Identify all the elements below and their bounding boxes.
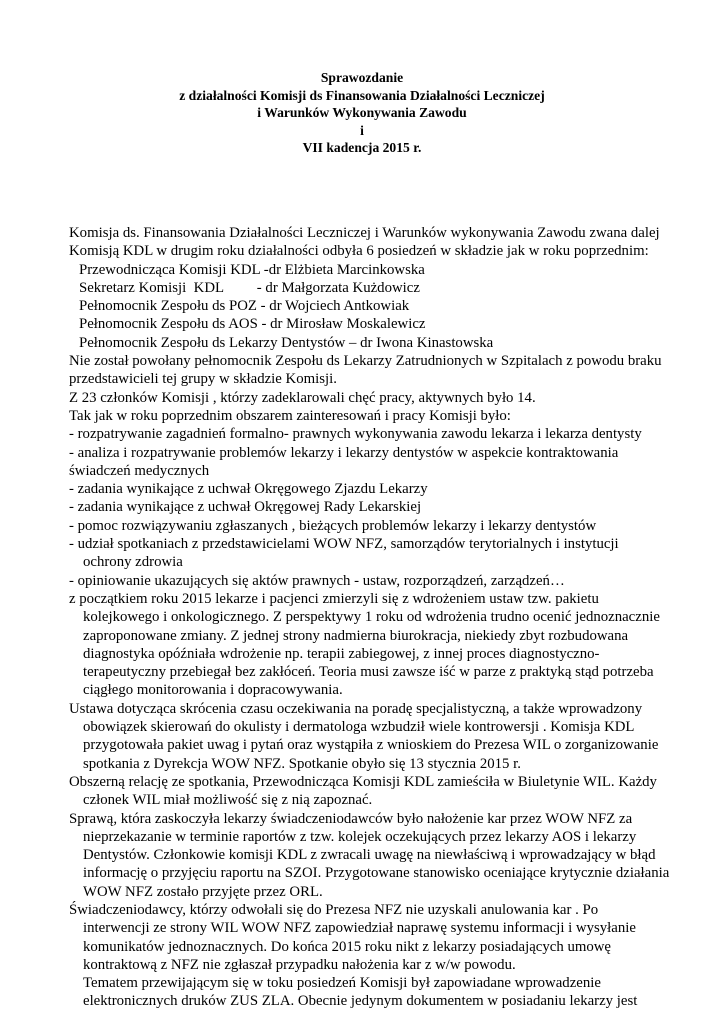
body-line: kolejkowego i onkologicznego. Z perspektywy 1 roku od wdrożenia trudno ocenić jednoznacznie [83,609,660,626]
body-line: spotkania z Dyrekcja WOW NFZ. Spotkanie obyło się 13 stycznia 2015 r. [83,755,521,772]
member-line: Sekretarz Komisji KDL - dr Małgorzata Kużdowicz [79,279,420,296]
body-line: Tak jak w roku poprzednim obszarem zainteresowań i pracy Komisji było: [69,407,511,424]
member-line: Przewodnicząca Komisji KDL -dr Elżbieta Marcinkowska [79,261,425,278]
body-line: Świadczeniodawcy, którzy odwołali się do Prezesa NFZ nie uzyskali anulowania kar . Po [69,901,599,918]
list-item: - pomoc rozwiązywaniu zgłaszanych , bieżących problemów lekarzy i lekarzy dentystów [69,517,597,534]
body-line: zaproponowane zmiany. Z jednej strony nadmierna biurokracja, niekiedy zbyt rozbudowana [83,627,629,644]
body-line: Dentystów. Członkowie komisji KDL z zwracali uwagę na niewłaściwą i wprowadzający w błąd [83,847,656,864]
body-line: interwencji ze strony WIL WOW NFZ zapowiedział naprawę systemu informacji i wysyłanie [83,920,636,937]
title-line: i [360,122,364,138]
body-line: członek WIL miał możliwość się z nią zapoznać. [83,792,373,809]
body-line: komunikatów jednoznacznych. Do końca 2015 roku nikt z lekarzy posiadających umowę [83,938,611,955]
member-line: Pełnomocnik Zespołu ds POZ - dr Wojciech Antkowiak [79,298,410,315]
list-item: - analiza i rozpatrywanie problemów lekarzy i lekarzy dentystów w aspekcie kontraktowania [69,444,619,461]
body-line: Sprawą, która zaskoczyła lekarzy świadczeniodawców było nałożenie kar przez WOW NFZ za [69,810,633,827]
body-line: terapeutyczny przebiegał bez zakłóceń. Teoria musi zawsze iść w parze z praktyką stąd potrzeba [83,664,654,681]
list-item: - rozpatrywanie zagadnień formalno- prawnych wykonywania zawodu lekarza i lekarza dentysty [69,426,642,443]
title-line: z działalności Komisji ds Finansowania Działalności Leczniczej [179,87,545,103]
title-line: Sprawozdanie [320,70,404,85]
body-line: WOW NFZ zostało przyjęte przez ORL. [83,883,323,900]
body-line: obowiązek skierowań do okulisty i dermatologa wzbudził wiele kontrowersji . Komisja KDL [83,719,635,736]
list-item: - zadania wynikające z uchwał Okręgowego Zjazdu Lekarzy [69,481,428,498]
list-item-continuation: ochrony zdrowia [83,554,183,571]
title-line: VII kadencja 2015 r. [302,140,422,156]
member-line: Pełnomocnik Zespołu ds AOS - dr Mirosław Moskalewicz [79,316,426,333]
body-line: Tematem przewijającym się w toku posiedzeń Komisji był zapowiadane wprowadzenie [83,975,601,992]
list-item: - opiniowanie ukazujących się aktów prawnych - ustaw, rozporządzeń, zarządzeń… [69,572,565,589]
report-title [0,69,724,157]
member-line: Pełnomocnik Zespołu ds Lekarzy Dentystów – dr Iwona Kinastowska [79,334,494,351]
body-line: informację o przyjęciu raportu na SZOI. Przygotowane stanowisko oceniające krytycznie działania [83,865,670,882]
body-line: diagnostyka opóźniała wdrożenie np. terapii zabiegowej, z innej proces diagnostyczno- [83,645,600,662]
body-line: kontraktową z NFZ nie zgłaszał przypadku nałożenia kar z w/w powodu. [83,956,516,973]
body-line: Ustawa dotycząca skrócenia czasu oczekiwania na poradę specjalistyczną, a także wprowadzony [69,700,643,717]
body-line: Komisją KDL w drugim roku działalności odbyła 6 posiedzeń w składzie jak w roku poprzednim: [69,243,649,260]
list-item: - udział spotkaniach z przedstawicielami WOW NFZ, samorządów terytorialnych i instytucji [69,536,619,553]
body-line: przedstawicieli tej grupy w składzie Komisji. [69,371,337,388]
body-line: Nie został powołany pełnomocnik Zespołu ds Lekarzy Zatrudnionych w Szpitalach z powodu braku [69,353,662,370]
list-item-continuation: świadczeń medycznych [69,462,210,479]
list-item: - zadania wynikające z uchwał Okręgowej Rady Lekarskiej [69,499,422,516]
body-line: ciągłego monitorowania i dopracowywania. [83,682,343,699]
body-line: Obszerną relację ze spotkania, Przewodnicząca Komisji KDL zamieściła w Biuletynie WIL. Każdy [69,773,657,790]
body-line: elektronicznych druków ZUS ZLA. Obecnie jedynym dokumentem w posiadaniu lekarzy jest [83,993,638,1010]
report-body [69,224,669,1011]
body-line: Z 23 członków Komisji , którzy zadeklarowali chęć pracy, aktywnych było 14. [69,389,536,406]
body-line: przygotowała pakiet uwag i pytań oraz wystąpiła z wnioskiem do Prezesa WIL o zorganizowanie [83,737,659,754]
body-line: nieprzekazanie w terminie raportów z tzw. kolejek oczekujących przez lekarzy AOS i lekarzy [83,828,637,845]
body-line: Komisja ds. Finansowania Działalności Leczniczej i Warunków wykonywania Zawodu zwana dalej [69,225,660,241]
title-line: i Warunków Wykonywania Zawodu [257,105,467,121]
body-line: z początkiem roku 2015 lekarze i pacjenci zmierzyli się z wdrożeniem ustaw tzw. pakietu [69,590,599,607]
